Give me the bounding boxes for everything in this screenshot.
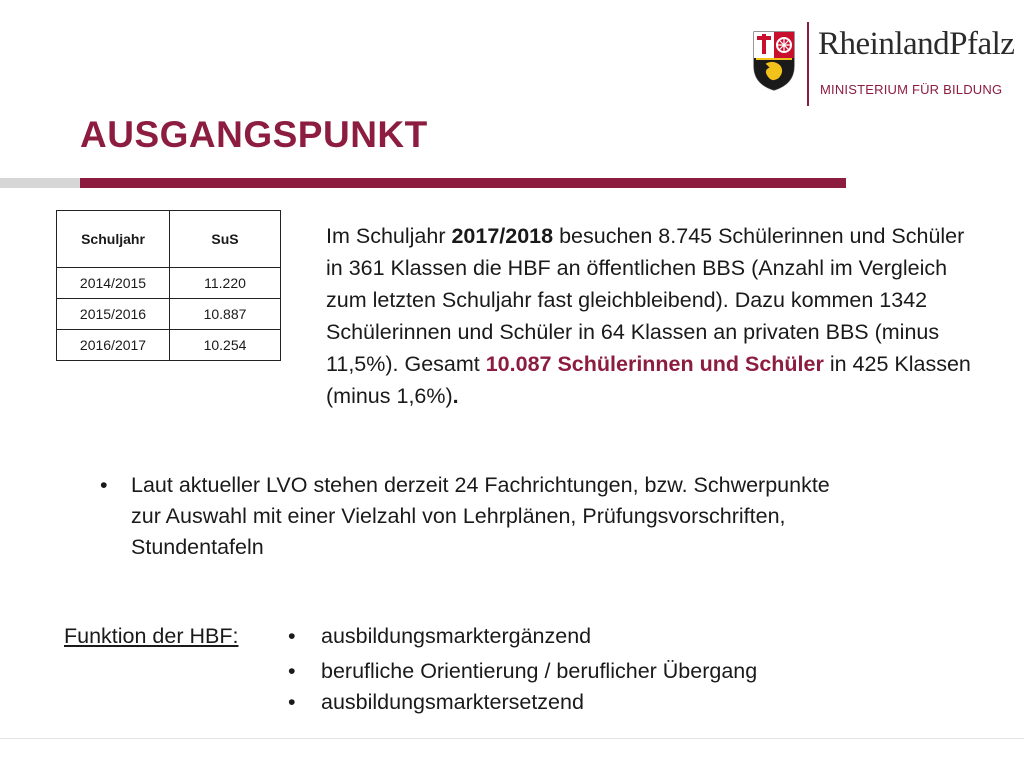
title-underline-accent xyxy=(80,178,846,188)
list-item xyxy=(288,624,757,659)
column-header-schuljahr: Schuljahr xyxy=(57,211,170,268)
summary-text: in 425 Klassen (minus 1,6%) xyxy=(326,352,971,408)
table-cell-count: 11.220 xyxy=(170,268,281,299)
ministry-logo xyxy=(752,22,1015,106)
summary-period: . xyxy=(452,384,459,408)
table-header-row xyxy=(57,211,281,268)
logo-divider xyxy=(807,22,809,106)
title-underline-grey xyxy=(0,178,80,188)
table-cell-year: 2014/2015 xyxy=(57,268,170,299)
bullet-marker: • xyxy=(288,690,296,714)
page-title: AUSGANGSPUNKT xyxy=(80,114,428,155)
table-cell-year: 2016/2017 xyxy=(57,330,170,361)
enrollment-table xyxy=(56,210,281,361)
summary-paragraph xyxy=(326,220,986,412)
bullet-marker: • xyxy=(100,473,108,497)
table-row xyxy=(57,330,281,361)
coat-of-arms-icon xyxy=(752,30,796,92)
function-list xyxy=(288,624,757,715)
function-label: Funktion der HBF: xyxy=(64,624,239,648)
table-row xyxy=(57,299,281,330)
lvo-bullet-text: Laut aktueller LVO stehen derzeit 24 Fachrichtungen, bzw. Schwerpunkte zur Auswahl mit einer Vielzahl von Lehrplänen, Prüfungsvorschriften, Stundentafeln xyxy=(131,473,830,559)
column-header-sus: SuS xyxy=(170,211,281,268)
summary-text: Im Schuljahr xyxy=(326,224,452,248)
function-item-text: ausbildungsmarktersetzend xyxy=(321,690,584,714)
table-cell-count: 10.254 xyxy=(170,330,281,361)
brand-name: RheinlandPfalz xyxy=(818,26,1015,62)
summary-total-highlight: 10.087 Schülerinnen und Schüler xyxy=(485,352,824,376)
lvo-bullet xyxy=(100,470,860,563)
bullet-marker: • xyxy=(288,659,296,683)
function-item-text: ausbildungsmarktergänzend xyxy=(321,624,592,648)
summary-text: besuchen 8.745 Schülerinnen und Schüler in 361 Klassen die HBF an öffentlichen BBS (Anzahl im Vergleich zum letzten Schuljahr fast gleichbleibend). Dazu kommen 1342 Schülerinnen und Schüler in 64 Klassen an privaten BBS (minus 11,5%). Gesamt xyxy=(326,224,965,376)
bullet-marker: • xyxy=(288,624,296,648)
footer-divider xyxy=(0,738,1024,739)
table-cell-year: 2015/2016 xyxy=(57,299,170,330)
list-item xyxy=(288,659,757,690)
list-item xyxy=(288,690,757,715)
ministry-name: MINISTERIUM FÜR BILDUNG xyxy=(820,82,1003,97)
table-cell-count: 10.887 xyxy=(170,299,281,330)
function-item-text: berufliche Orientierung / beruflicher Übergang xyxy=(321,659,758,683)
summary-school-year: 2017/2018 xyxy=(451,224,554,248)
table-row xyxy=(57,268,281,299)
